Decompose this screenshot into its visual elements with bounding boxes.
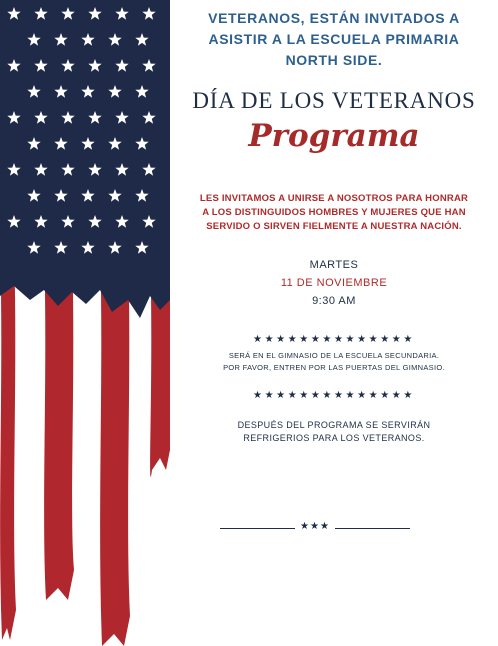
page-title: DÍA DE LOS VETERANOS (192, 88, 476, 113)
footer-divider (220, 521, 410, 535)
divider-line-left (220, 528, 295, 529)
invitation-line-1: VETERANOS, ESTÁN INVITADOS A (208, 10, 460, 26)
location-text (170, 350, 498, 374)
invitation-line-3: NORTH SIDE. (285, 52, 383, 68)
divider-stars: ★★★ (300, 521, 330, 532)
event-time: 9:30 AM (312, 295, 356, 307)
intro-line-3: SERVIDO O SIRVEN FIELMENTE A NUESTRA NACIÓN. (206, 221, 462, 232)
location-line-2: POR FAVOR, ENTREN POR LAS PUERTAS DEL GIMNASIO. (223, 363, 445, 372)
refreshments-line-2: REFRIGERIOS PARA LOS VETERANOS. (243, 433, 425, 443)
flag-canton (0, 0, 170, 318)
flag-red-stripe (0, 250, 16, 640)
location-line-1: SERÁ EN EL GIMNASIO DE LA ESCUELA SECUNDARIA. (228, 351, 440, 360)
star-divider-top: ★★★★★★★★★★★★★★ (253, 334, 415, 345)
flyer-content (170, 0, 498, 646)
refreshments-text (170, 419, 498, 445)
star-divider-bottom: ★★★★★★★★★★★★★★ (253, 390, 415, 401)
american-flag-icon (0, 0, 170, 646)
divider-line-right (335, 528, 410, 529)
event-day: MARTES (309, 259, 359, 271)
intro-line-2: A LOS DISTINGUIDOS HOMBRES Y MUJERES QUE HAN (202, 207, 466, 218)
invitation-line-2: ASISTIR A LA ESCUELA PRIMARIA (208, 31, 460, 47)
intro-line-1: LES INVITAMOS A UNIRSE A NOSOTROS PARA HONRAR (199, 193, 469, 204)
invitation-heading (170, 8, 498, 71)
intro-text (170, 192, 498, 234)
event-date: 11 DE NOVIEMBRE (280, 277, 388, 289)
page-subtitle: Programa (248, 118, 420, 154)
refreshments-line-1: DESPUÉS DEL PROGRAMA SE SERVIRÁN (237, 420, 431, 430)
